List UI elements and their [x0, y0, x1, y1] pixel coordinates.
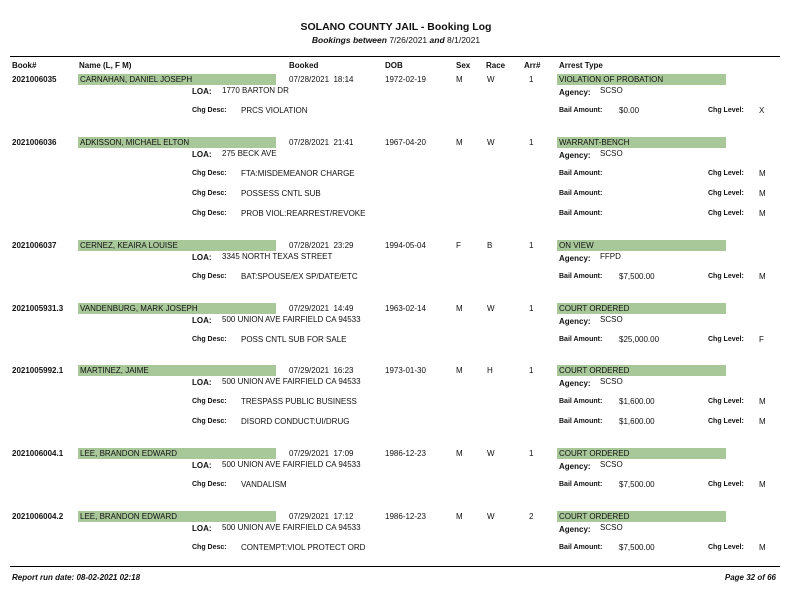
col-header-booked: Booked: [289, 61, 319, 70]
charge-description: FTA:MISDEMEANOR CHARGE: [241, 169, 355, 178]
charge-level: M: [759, 480, 766, 489]
charge-level: M: [759, 209, 766, 218]
book-number: 2021005931.3: [12, 304, 64, 313]
report-title: SOLANO COUNTY JAIL - Booking Log: [300, 21, 492, 33]
loa-label: LOA:: [192, 461, 212, 470]
race-value: H: [487, 366, 493, 375]
chg-level-label: Chg Level:: [708, 107, 744, 114]
loa-label: LOA:: [192, 87, 212, 96]
charge-description: VANDALISM: [241, 480, 287, 489]
charge-level: M: [759, 169, 766, 178]
loa-label: LOA:: [192, 253, 212, 262]
chg-desc-label: Chg Desc:: [192, 481, 227, 488]
agency-label: Agency:: [559, 317, 591, 326]
race-value: W: [487, 512, 495, 521]
inmate-name: LEE, BRANDON EDWARD: [80, 512, 178, 521]
bail-amount-label: Bail Amount:: [559, 170, 603, 177]
inmate-name: CARNAHAN, DANIEL JOSEPH: [80, 75, 193, 84]
header-top-rule: [10, 56, 780, 57]
arr-number: 1: [529, 366, 534, 375]
arr-number: 1: [529, 241, 534, 250]
bail-amount: $25,000.00: [619, 335, 660, 344]
chg-level-label: Chg Level:: [708, 544, 744, 551]
charge-level: M: [759, 272, 766, 281]
bail-amount: $7,500.00: [619, 543, 655, 552]
bail-amount: $7,500.00: [619, 272, 655, 281]
book-number: 2021005992.1: [12, 366, 64, 375]
booked-datetime: 07/28/2021 21:41: [289, 138, 354, 147]
page-number: Page 32 of 66: [724, 573, 776, 582]
booked-datetime: 07/28/2021 23:29: [289, 241, 354, 250]
sex-value: M: [456, 449, 463, 458]
charge-level: X: [759, 106, 765, 115]
charge-level: M: [759, 189, 766, 198]
agency-value: SCSO: [600, 523, 623, 532]
sex-value: M: [456, 512, 463, 521]
loa-label: LOA:: [192, 150, 212, 159]
loa-label: LOA:: [192, 316, 212, 325]
report-subtitle: [0, 35, 792, 45]
race-value: W: [487, 75, 495, 84]
bail-amount-label: Bail Amount:: [559, 336, 603, 343]
end-date: 8/1/2021: [447, 35, 481, 45]
agency-label: Agency:: [559, 88, 591, 97]
chg-level-label: Chg Level:: [708, 418, 744, 425]
col-header-sex: Sex: [456, 61, 471, 70]
arr-number: 2: [529, 512, 534, 521]
sex-value: F: [456, 241, 461, 250]
agency-label: Agency:: [559, 462, 591, 471]
agency-value: SCSO: [600, 315, 623, 324]
arr-number: 1: [529, 449, 534, 458]
loa-value: 500 UNION AVE FAIRFIELD CA 94533: [222, 377, 361, 386]
bail-amount-label: Bail Amount:: [559, 398, 603, 405]
arrest-type: COURT ORDERED: [559, 366, 630, 375]
chg-level-label: Chg Level:: [708, 336, 744, 343]
chg-desc-label: Chg Desc:: [192, 336, 227, 343]
bail-amount-label: Bail Amount:: [559, 190, 603, 197]
col-header-arr: Arr#: [524, 61, 541, 70]
agency-value: FFPD: [600, 252, 621, 261]
chg-level-label: Chg Level:: [708, 170, 744, 177]
charge-level: M: [759, 417, 766, 426]
col-header-race: Race: [486, 61, 506, 70]
bail-amount: $0.00: [619, 106, 640, 115]
agency-label: Agency:: [559, 379, 591, 388]
dob-value: 1973-01-30: [385, 366, 426, 375]
footer-rule: [10, 566, 780, 567]
loa-label: LOA:: [192, 378, 212, 387]
charge-level: M: [759, 543, 766, 552]
inmate-name: ADKISSON, MICHAEL ELTON: [80, 138, 190, 147]
bail-amount-label: Bail Amount:: [559, 210, 603, 217]
booked-datetime: 07/29/2021 17:09: [289, 449, 354, 458]
charge-description: CONTEMPT:VIOL PROTECT ORD: [241, 543, 366, 552]
booked-datetime: 07/28/2021 18:14: [289, 75, 354, 84]
charge-description: POSSESS CNTL SUB: [241, 189, 321, 198]
chg-desc-label: Chg Desc:: [192, 398, 227, 405]
book-number: 2021006004.2: [12, 512, 64, 521]
charge-description: PRCS VIOLATION: [241, 106, 308, 115]
charge-level: M: [759, 397, 766, 406]
loa-value: 500 UNION AVE FAIRFIELD CA 94533: [222, 460, 361, 469]
booked-datetime: 07/29/2021 17:12: [289, 512, 354, 521]
race-value: W: [487, 304, 495, 313]
loa-value: 500 UNION AVE FAIRFIELD CA 94533: [222, 523, 361, 532]
chg-level-label: Chg Level:: [708, 210, 744, 217]
loa-value: 3345 NORTH TEXAS STREET: [222, 252, 333, 261]
chg-desc-label: Chg Desc:: [192, 418, 227, 425]
arrest-type: VIOLATION OF PROBATION: [559, 75, 664, 84]
chg-level-label: Chg Level:: [708, 398, 744, 405]
chg-desc-label: Chg Desc:: [192, 544, 227, 551]
col-header-arrest-type: Arrest Type: [559, 61, 603, 70]
agency-label: Agency:: [559, 525, 591, 534]
arrest-type: WARRANT-BENCH: [559, 138, 630, 147]
dob-value: 1967-04-20: [385, 138, 426, 147]
inmate-name: VANDENBURG, MARK JOSEPH: [80, 304, 198, 313]
bail-amount: $1,600.00: [619, 397, 655, 406]
chg-desc-label: Chg Desc:: [192, 273, 227, 280]
start-date: 7/26/2021: [389, 35, 428, 45]
chg-level-label: Chg Level:: [708, 273, 744, 280]
race-value: W: [487, 138, 495, 147]
booked-datetime: 07/29/2021 14:49: [289, 304, 354, 313]
arrest-type: COURT ORDERED: [559, 512, 630, 521]
agency-value: SCSO: [600, 460, 623, 469]
agency-value: SCSO: [600, 377, 623, 386]
race-value: W: [487, 449, 495, 458]
bail-amount-label: Bail Amount:: [559, 107, 603, 114]
chg-level-label: Chg Level:: [708, 190, 744, 197]
agency-label: Agency:: [559, 254, 591, 263]
booked-datetime: 07/29/2021 16:23: [289, 366, 354, 375]
loa-value: 275 BECK AVE: [222, 149, 277, 158]
dob-value: 1963-02-14: [385, 304, 426, 313]
charge-description: BAT:SPOUSE/EX SP/DATE/ETC: [241, 272, 358, 281]
charge-description: TRESPASS PUBLIC BUSINESS: [241, 397, 357, 406]
race-value: B: [487, 241, 493, 250]
agency-value: SCSO: [600, 86, 623, 95]
inmate-name: LEE, BRANDON EDWARD: [80, 449, 178, 458]
sex-value: M: [456, 75, 463, 84]
col-header-name: Name (L, F M): [79, 61, 132, 70]
book-number: 2021006037: [12, 241, 57, 250]
sex-value: M: [456, 304, 463, 313]
dob-value: 1994-05-04: [385, 241, 426, 250]
col-header-book: Book#: [12, 61, 37, 70]
arr-number: 1: [529, 138, 534, 147]
chg-desc-label: Chg Desc:: [192, 107, 227, 114]
chg-desc-label: Chg Desc:: [192, 190, 227, 197]
chg-desc-label: Chg Desc:: [192, 210, 227, 217]
book-number: 2021006035: [12, 75, 57, 84]
report-run-date: Report run date: 08-02-2021 02:18: [12, 573, 141, 582]
inmate-name: CERNEZ, KEAIRA LOUISE: [80, 241, 178, 250]
loa-value: 500 UNION AVE FAIRFIELD CA 94533: [222, 315, 361, 324]
dob-value: 1986-12-23: [385, 449, 426, 458]
bail-amount-label: Bail Amount:: [559, 544, 603, 551]
loa-value: 1770 BARTON DR: [222, 86, 289, 95]
book-number: 2021006036: [12, 138, 57, 147]
arrest-type: COURT ORDERED: [559, 304, 630, 313]
loa-label: LOA:: [192, 524, 212, 533]
book-number: 2021006004.1: [12, 449, 64, 458]
agency-value: SCSO: [600, 149, 623, 158]
inmate-name: MARTINEZ, JAIME: [80, 366, 149, 375]
charge-description: PROB VIOL:REARREST/REVOKE: [241, 209, 366, 218]
dob-value: 1986-12-23: [385, 512, 426, 521]
dob-value: 1972-02-19: [385, 75, 426, 84]
arr-number: 1: [529, 75, 534, 84]
charge-level: F: [759, 335, 764, 344]
col-header-dob: DOB: [385, 61, 403, 70]
sex-value: M: [456, 366, 463, 375]
arrest-type: ON VIEW: [559, 241, 594, 250]
subtitle-prefix: Bookings between: [311, 35, 387, 45]
bail-amount-label: Bail Amount:: [559, 273, 603, 280]
arr-number: 1: [529, 304, 534, 313]
arrest-type: COURT ORDERED: [559, 449, 630, 458]
agency-label: Agency:: [559, 151, 591, 160]
chg-level-label: Chg Level:: [708, 481, 744, 488]
charge-description: DISORD CONDUCT:UI/DRUG: [241, 417, 350, 426]
bail-amount-label: Bail Amount:: [559, 481, 603, 488]
bail-amount: $1,600.00: [619, 417, 655, 426]
charge-description: POSS CNTL SUB FOR SALE: [241, 335, 347, 344]
bail-amount-label: Bail Amount:: [559, 418, 603, 425]
chg-desc-label: Chg Desc:: [192, 170, 227, 177]
sex-value: M: [456, 138, 463, 147]
bail-amount: $7,500.00: [619, 480, 655, 489]
subtitle-and: and: [429, 35, 445, 45]
